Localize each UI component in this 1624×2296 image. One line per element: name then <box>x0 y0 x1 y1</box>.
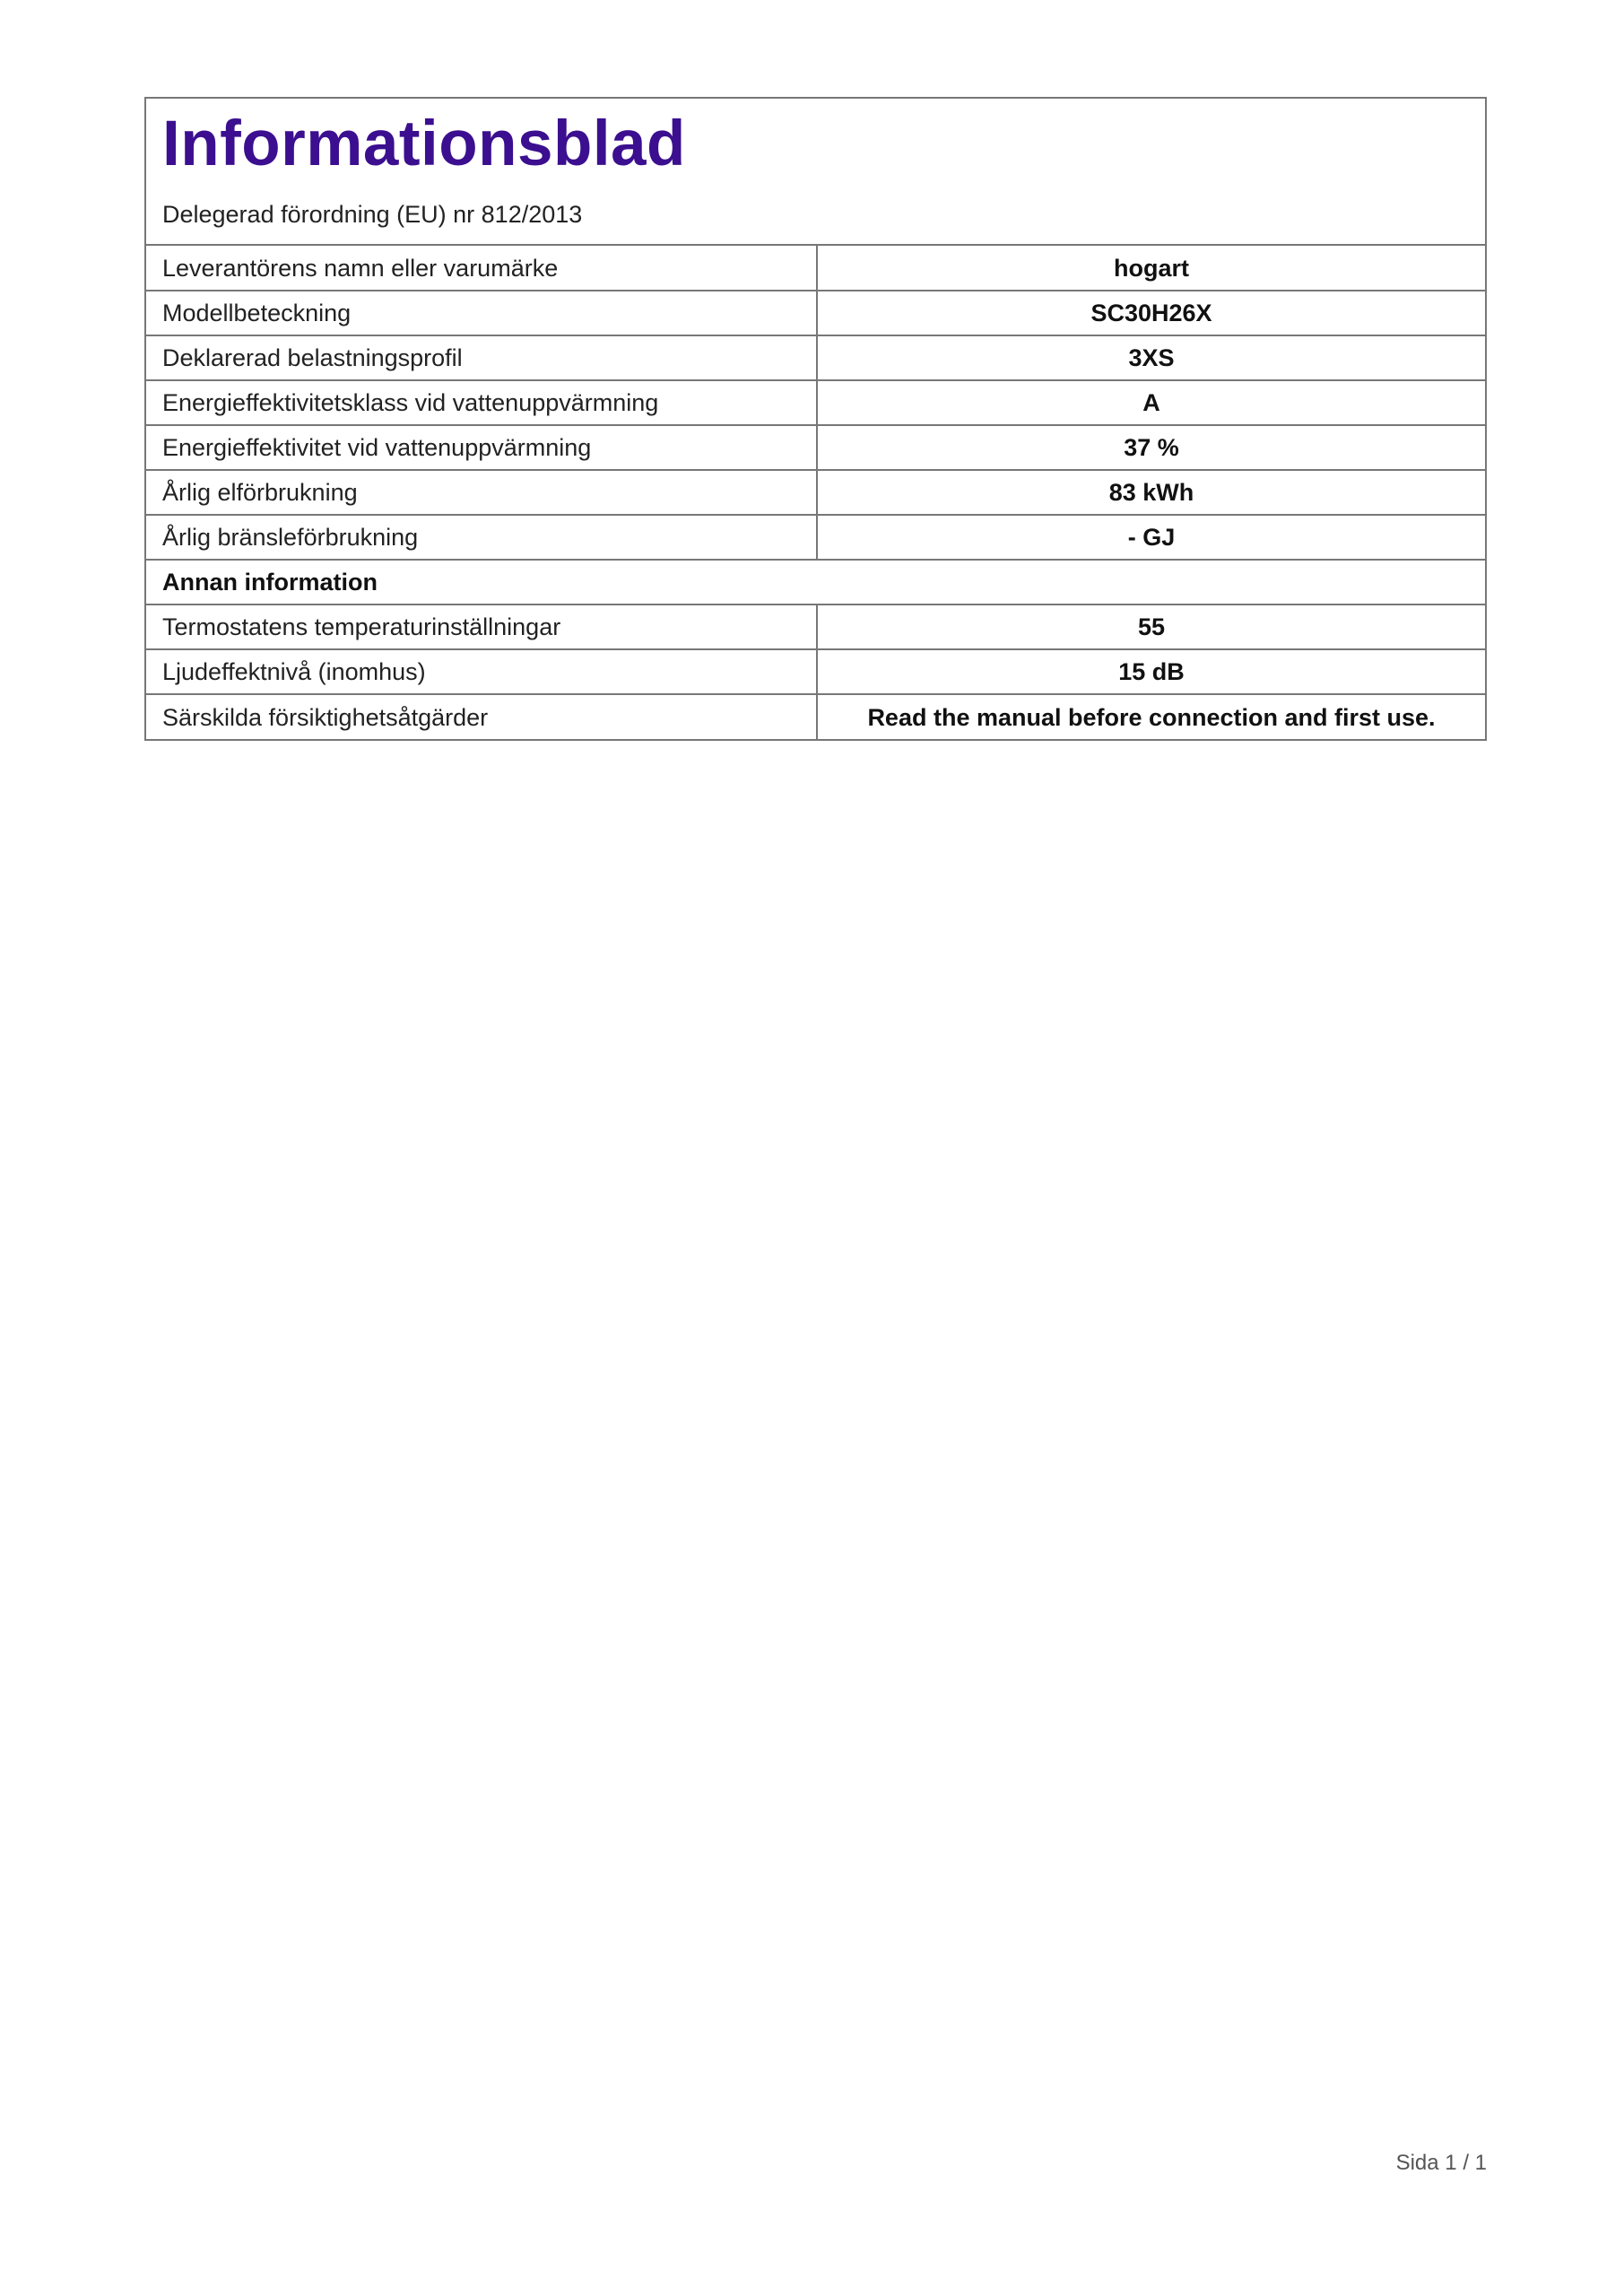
table-row <box>146 470 1485 515</box>
row-label: Deklarerad belastningsprofil <box>146 335 817 380</box>
table-row <box>146 604 1485 649</box>
table-row <box>146 515 1485 560</box>
page-title: Informationsblad <box>162 109 686 179</box>
table-row <box>146 425 1485 470</box>
row-value: A <box>817 380 1485 425</box>
row-label: Termostatens temperaturinställningar <box>146 604 817 649</box>
table-row <box>146 291 1485 335</box>
sheet-header <box>146 99 1485 246</box>
row-label: Modellbeteckning <box>146 291 817 335</box>
row-label: Energieffektivitet vid vattenuppvärmning <box>146 425 817 470</box>
row-label: Årlig bränsleförbrukning <box>146 515 817 560</box>
other-info-heading: Annan information <box>146 560 1485 604</box>
row-value: 15 dB <box>817 649 1485 694</box>
row-label: Ljudeffektnivå (inomhus) <box>146 649 817 694</box>
row-value: 37 % <box>817 425 1485 470</box>
row-value: hogart <box>1114 254 1189 282</box>
table-row <box>146 380 1485 425</box>
row-label: Leverantörens namn eller varumärke <box>146 246 817 291</box>
table-row <box>146 649 1485 694</box>
regulation-subtitle: Delegerad förordning (EU) nr 812/2013 <box>162 201 583 228</box>
row-value: 55 <box>817 604 1485 649</box>
row-label: Årlig elförbrukning <box>146 470 817 515</box>
section-heading-row <box>146 560 1485 604</box>
row-value: - GJ <box>817 515 1485 560</box>
row-value: SC30H26X <box>817 291 1485 335</box>
information-sheet <box>144 97 1487 741</box>
row-value: 3XS <box>817 335 1485 380</box>
table-row <box>146 694 1485 739</box>
row-label: Särskilda försiktighetsåtgärder <box>146 694 817 739</box>
row-value: 83 kWh <box>817 470 1485 515</box>
table-row <box>146 246 1485 291</box>
row-value: Read the manual before connection and first use. <box>817 694 1485 739</box>
page-number: Sida 1 / 1 <box>1395 2151 1487 2175</box>
product-info-table <box>146 246 1485 739</box>
row-label: Energieffektivitetsklass vid vattenuppvärmning <box>146 380 817 425</box>
table-row <box>146 335 1485 380</box>
